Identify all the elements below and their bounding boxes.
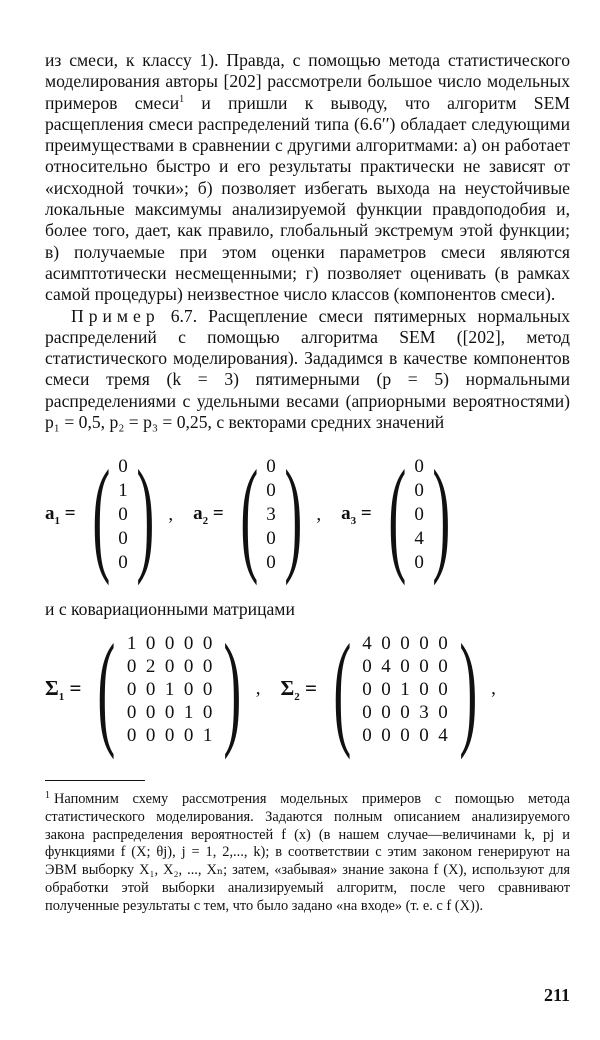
mean-vector-a1 xyxy=(45,444,174,587)
paragraph-2 xyxy=(45,306,570,434)
footnote xyxy=(45,787,570,915)
paragraph-2-text: 6.7. Расщепление смеси пятимерных нормальных распределений с помощью алгоритма SEM ([202], метод статистического моделирования). Зададимся в качестве компонентов смеси тремя (k = 3) пятимерными (p = 5) нормальными распределениями с удельными весами (априорными вероятностями) p₁ = 0,5, p₂ = p₃ = 0,25, с векторами средних значений xyxy=(45,305,570,433)
page-number: 211 xyxy=(543,985,570,1005)
matrix-body: 1 0 0 0 0 0 2 0 0 0 0 0 1 0 0 0 0 0 1 0 0 0 0 0 1 xyxy=(126,632,213,746)
example-label: Пример xyxy=(71,305,160,326)
left-paren: ( xyxy=(333,618,352,761)
mean-vector-a3 xyxy=(341,444,462,587)
separator-comma: , xyxy=(255,678,261,700)
matrix-body: 4 0 0 0 0 0 4 0 0 0 0 0 1 0 0 0 0 0 3 0 0 0 0 0 4 xyxy=(362,632,448,746)
vector-values: 0 0 3 0 0 xyxy=(266,456,276,574)
paragraph-1-text-a: из смеси, к классу 1). Правда, с помощью метода статистического моделирования авторы [202] рассмотрели большое число модельных примеров смеси xyxy=(45,50,570,113)
left-paren: ( xyxy=(388,444,406,587)
covariance-matrices-row xyxy=(45,618,570,761)
mean-vectors-row xyxy=(45,445,570,585)
covariance-intro: и с ковариационными матрицами xyxy=(45,599,295,620)
footnote-divider xyxy=(45,780,145,781)
left-paren: ( xyxy=(240,444,258,587)
paragraph-1 xyxy=(45,50,570,306)
footnote-mark: 1 xyxy=(45,790,50,802)
matrix-label: $\Sigma_1$ = xyxy=(45,675,82,703)
right-paren: ) xyxy=(432,444,451,587)
right-paren: ) xyxy=(284,444,303,587)
right-paren: ) xyxy=(223,618,242,761)
vector-label: $a_2$ = xyxy=(193,503,224,528)
page-body xyxy=(45,50,570,915)
footnote-reference: 1 xyxy=(179,93,185,105)
separator-comma: , xyxy=(168,504,174,526)
vector-label: $a_3$ = xyxy=(341,503,372,528)
mean-vector-a2 xyxy=(193,444,322,587)
paragraph-1-text-b: и пришли к выводу, что алгоритм SEM расщепления смеси распределений типа (6.6′′) обладает следующими преимуществами в сравнении с другими алгоритмами: а) он работает относительно быстро и его результаты практически не зависят от «исходной точки»; б) позволяет избегать выхода на неустойчивые локальные максимумы анализируемой функции правдоподобия и, более того, дает, как правило, глобальный экстремум этой функции; в) получаемые при этом оценки параметров смеси являются асимптотически несмещенными; г) позволяет оценивать (в рамках самой процедуры) неизвестное число классов (компонентов смеси). xyxy=(45,92,570,305)
covariance-matrix-sigma2 xyxy=(280,618,496,761)
covariance-matrix-sigma1 xyxy=(45,618,261,761)
left-paren: ( xyxy=(91,444,110,587)
vector-values: 0 1 0 0 0 xyxy=(118,456,128,574)
matrix-label: $\Sigma_2$ = xyxy=(280,675,317,703)
vector-values: 0 0 0 4 0 xyxy=(414,456,424,574)
right-paren: ) xyxy=(458,618,477,761)
separator-comma: , xyxy=(316,504,322,526)
separator-comma: , xyxy=(491,678,496,700)
vector-label: $a_1$ = xyxy=(45,503,76,528)
right-paren: ) xyxy=(136,444,154,587)
footnote-text: Напомним схему рассмотрения модельных примеров с помощью метода статистического моделирования. Задаются полным описанием анализируемого закона распределения вероятностей f (x) (в нашем случае—величинами k, pj и функциями f (X; θj), j = 1, 2,..., k); в соответствии с этим законом генерируют на ЭВМ выборку X₁, X₂, ..., Xₙ; затем, «забывая» знание закона f (X), используют для обработки этой выборки анализируемый алгоритм, после чего сравнивают полученные результаты с тем, что было задано «на входе» (т. е. с f (X)). xyxy=(45,791,570,914)
left-paren: ( xyxy=(97,618,116,761)
